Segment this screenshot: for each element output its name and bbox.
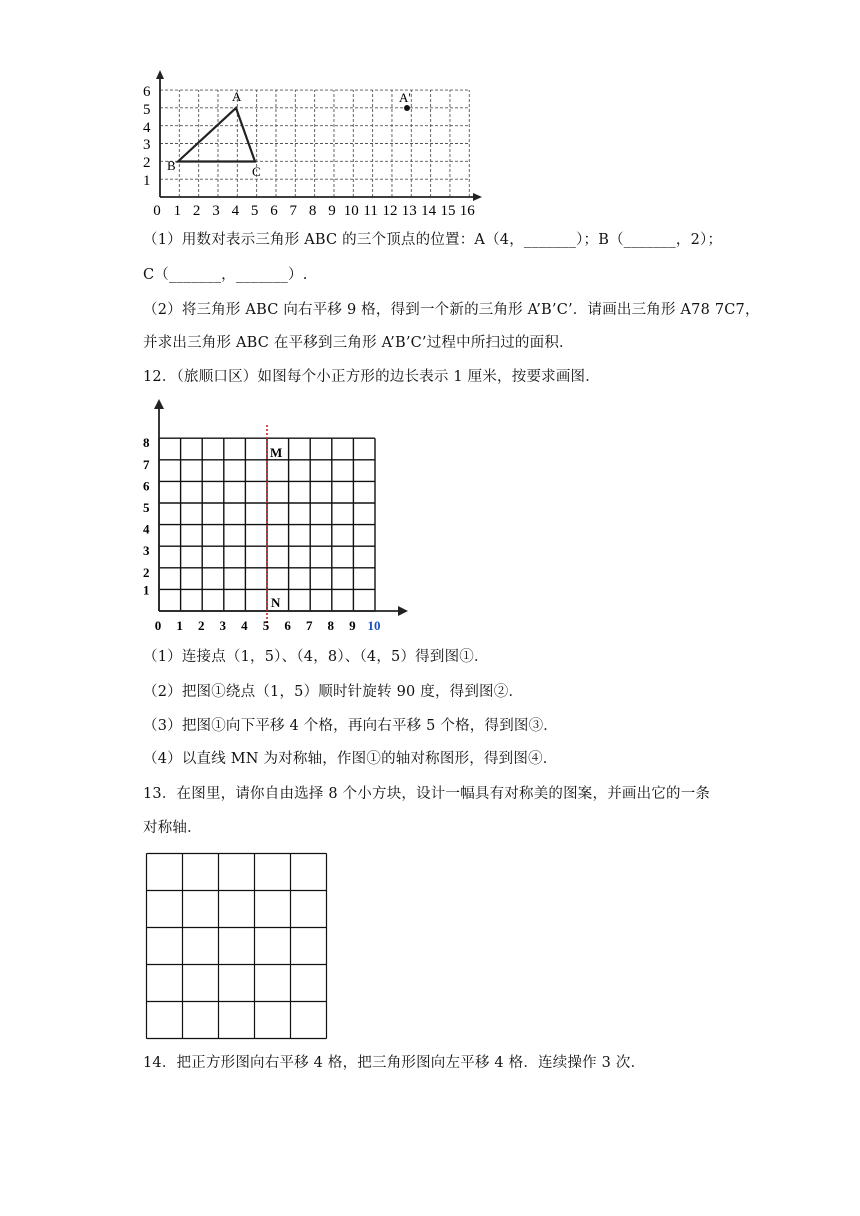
mn-symmetry-grid-figure [140,395,415,635]
x-tick-label: 13 [401,203,417,219]
x-tick-label: 5 [250,203,259,219]
x-tick-labels [153,203,475,219]
x-tick-label: 15 [440,203,456,219]
q11-part2-line2: 并求出三角形 ABC 在平移到三角形 A’B’C’过程中所扫过的面积． [143,335,574,351]
x-tick-label: 9 [328,203,336,219]
x-tick-label: 4 [241,618,248,633]
y-tick-label: 2 [143,155,151,171]
y-tick-label: 2 [143,564,150,580]
y-tick-label: 7 [143,456,150,472]
design-grid-5x5 [145,852,328,1040]
y-tick-label: 8 [143,435,150,451]
x-tick-label: 5 [262,618,270,633]
q11-part1-line2: C（_______，_______）. [143,267,308,283]
x-tick-label: 1 [173,203,182,219]
q11-part1-line1: （1）用数对表示三角形 ABC 的三个顶点的位置：A（4，_______）；B（_______，2）； [143,232,723,248]
label-a-prime: A' [399,90,411,105]
grid [160,90,469,197]
label-m: M [270,445,283,460]
y-tick-label: 5 [143,500,150,515]
q12-title: 12．（旅顺口区）如图每个小正方形的边长表示 1 厘米，按要求画图． [143,369,600,385]
point-a-prime [404,105,410,111]
y-tick-label: 4 [143,120,151,136]
x-tick-label: 9 [349,618,356,633]
x-tick-label: 7 [305,618,313,633]
y-tick-labels [143,84,151,189]
axes [154,399,408,616]
x-tick-label: 10 [343,203,359,219]
x-tick-label: 11 [363,203,378,219]
x-tick-label: 0 [153,203,161,219]
x-tick-label: 14 [421,203,437,219]
x-tick-label: 10 [367,618,381,633]
y-tick-label: 6 [143,478,150,494]
label-a: A [232,89,242,104]
triangle-coordinate-figure [140,70,485,220]
x-tick-label: 8 [308,203,317,219]
label-n: N [271,595,281,610]
y-tick-label: 3 [143,543,150,559]
x-tick-label: 16 [459,203,475,219]
x-tick-label: 4 [231,203,240,219]
x-tick-label: 3 [212,203,220,219]
x-tick-label: 6 [270,203,278,219]
x-tick-label: 2 [197,618,205,633]
x-tick-labels [155,618,381,633]
q12-step4: （4）以直线 MN 为对称轴，作图①的轴对称图形，得到图④． [143,751,558,767]
q13-line2: 对称轴． [143,820,202,836]
q12-step3: （3）把图①向下平移 4 个格，再向右平移 5 个格，得到图③． [143,718,559,734]
grid [147,854,327,1039]
x-tick-label: 1 [176,618,183,633]
y-tick-label: 1 [143,582,150,598]
y-tick-label: 3 [143,137,151,153]
q12-step1: （1）连接点（1，5）、（4，8）、（4，5）得到图①． [143,649,489,665]
q12-step2: （2）把图①绕点（1，5）顺时针旋转 90 度，得到图②． [143,684,524,700]
y-tick-label: 5 [143,102,151,118]
triangle-abc [178,108,255,162]
label-c: C [252,164,261,179]
x-tick-label: 3 [219,618,227,633]
q11-part2-line1: （2）将三角形 ABC 向右平移 9 格，得到一个新的三角形 A’B’C’．请画出三角形 A78 7C7， [143,302,760,318]
y-tick-label: 4 [143,521,150,537]
q13-line1: 13．在图里，请你自由选择 8 个小方块，设计一幅具有对称美的图案，并画出它的一条 [143,786,711,802]
x-tick-label: 0 [154,618,162,633]
x-tick-label: 6 [284,618,291,633]
label-b: B [167,158,176,173]
q14-line1: 14．把正方形图向右平移 4 格，把三角形图向左平移 4 格．连续操作 3 次． [143,1055,646,1071]
x-tick-label: 7 [289,203,298,219]
x-tick-label: 8 [327,618,335,633]
y-tick-label: 6 [143,84,151,100]
x-tick-label: 2 [192,203,201,219]
y-tick-labels [143,435,150,597]
x-tick-label: 12 [382,203,398,219]
y-tick-label: 1 [143,173,151,189]
